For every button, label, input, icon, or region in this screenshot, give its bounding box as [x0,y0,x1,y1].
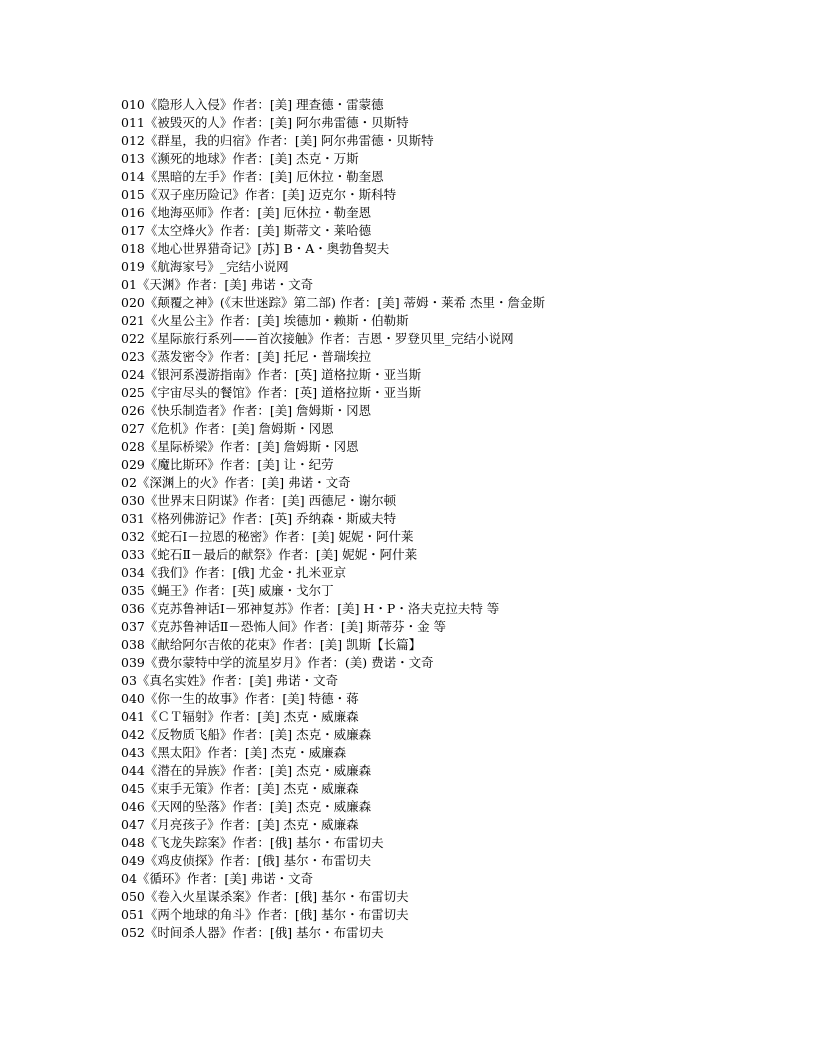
list-item: 048《飞龙失踪案》作者：[俄] 基尔・布雷切夫 [121,835,384,850]
book-list [121,96,545,942]
list-item: 011《被毁灭的人》作者：[美] 阿尔弗雷德・贝斯特 [121,115,409,130]
list-item: 041《ＣＴ辐射》作者：[美] 杰克・威廉森 [121,709,359,724]
list-item: 019《航海家号》_完结小说网 [121,259,289,274]
list-item: 013《濒死的地球》作者：[美] 杰克・万斯 [121,151,359,166]
list-item: 028《星际桥梁》作者：[美] 詹姆斯・冈恩 [121,439,359,454]
list-item: 014《黑暗的左手》作者：[美] 厄休拉・勒奎恩 [121,169,384,184]
list-item: 046《天网的坠落》作者：[美] 杰克・威廉森 [121,799,372,814]
list-item: 02《深渊上的火》作者：[美] 弗诺・文奇 [121,475,351,490]
list-item: 032《蛇石Ⅰ－拉恩的秘密》作者：[美] 妮妮・阿什莱 [121,529,414,544]
list-item: 039《费尔蒙特中学的流星岁月》作者：(美) 费诺・文奇 [121,655,434,670]
list-item: 027《危机》作者：[美] 詹姆斯・冈恩 [121,421,334,436]
list-item: 01《天渊》作者：[美] 弗诺・文奇 [121,277,314,292]
list-item: 04《循环》作者：[美] 弗诺・文奇 [121,871,314,886]
list-item: 026《快乐制造者》作者：[美] 詹姆斯・冈恩 [121,403,372,418]
list-item: 031《格列佛游记》作者：[英] 乔纳森・斯威夫特 [121,511,397,526]
list-item: 024《银河系漫游指南》作者：[英] 道格拉斯・亚当斯 [121,367,422,382]
list-item: 052《时间杀人器》作者：[俄] 基尔・布雷切夫 [121,925,384,940]
list-item: 010《隐形人入侵》作者：[美] 理查德・雷蒙德 [121,97,384,112]
list-item: 017《太空烽火》作者：[美] 斯蒂文・莱哈德 [121,223,372,238]
list-item: 016《地海巫师》作者：[美] 厄休拉・勒奎恩 [121,205,372,220]
list-item: 051《两个地球的角斗》作者：[俄] 基尔・布雷切夫 [121,907,409,922]
list-item: 045《束手无策》作者：[美] 杰克・威廉森 [121,781,359,796]
list-item: 033《蛇石Ⅱ－最后的献祭》作者：[美] 妮妮・阿什莱 [121,547,418,562]
list-item: 022《星际旅行系列——首次接触》作者：吉恩・罗登贝里_完结小说网 [121,331,514,346]
list-item: 040《你一生的故事》作者：[美] 特德・蒋 [121,691,359,706]
list-item: 012《群星，我的归宿》作者：[美] 阿尔弗雷德・贝斯特 [121,133,434,148]
list-item: 047《月亮孩子》作者：[美] 杰克・威廉森 [121,817,359,832]
list-item: 050《卷入火星谋杀案》作者：[俄] 基尔・布雷切夫 [121,889,409,904]
list-item: 023《蒸发密令》作者：[美] 托尼・普瑞埃拉 [121,349,372,364]
list-item: 029《魔比斯环》作者：[美] 让・纪劳 [121,457,334,472]
list-item: 030《世界末日阴谋》作者：[美] 西德尼・谢尔顿 [121,493,397,508]
list-item: 043《黑太阳》作者：[美] 杰克・威廉森 [121,745,347,760]
list-item: 034《我们》作者：[俄] 尤金・扎米亚京 [121,565,347,580]
list-item: 035《蝇王》作者：[英] 威廉・戈尔丁 [121,583,334,598]
list-item: 015《双子座历险记》作者：[美] 迈克尔・斯科特 [121,187,397,202]
list-item: 049《鸡皮侦探》作者：[俄] 基尔・布雷切夫 [121,853,372,868]
list-item: 042《反物质飞船》作者：[美] 杰克・威廉森 [121,727,372,742]
list-item: 025《宇宙尽头的餐馆》作者：[英] 道格拉斯・亚当斯 [121,385,422,400]
list-item: 020《颠覆之神》(《末世迷踪》第二部) 作者：[美] 蒂姆・莱希 杰里・詹金斯 [121,295,546,310]
list-item: 038《献给阿尔吉侬的花束》作者：[美] 凯斯【长篇】 [121,637,422,652]
list-item: 037《克苏鲁神话Ⅱ－恐怖人间》作者：[美] 斯蒂芬・金 等 [121,619,447,634]
list-item: 03《真名实姓》作者：[美] 弗诺・文奇 [121,673,339,688]
list-item: 018《地心世界猎奇记》[苏] B・A・奥勃鲁契夫 [121,241,390,256]
list-item: 044《潜在的异族》作者：[美] 杰克・威廉森 [121,763,372,778]
list-item: 036《克苏鲁神话Ⅰ－邪神复苏》作者：[美] H・P・洛夫克拉夫特 等 [121,601,500,616]
list-item: 021《火星公主》作者：[美] 埃德加・赖斯・伯勒斯 [121,313,409,328]
